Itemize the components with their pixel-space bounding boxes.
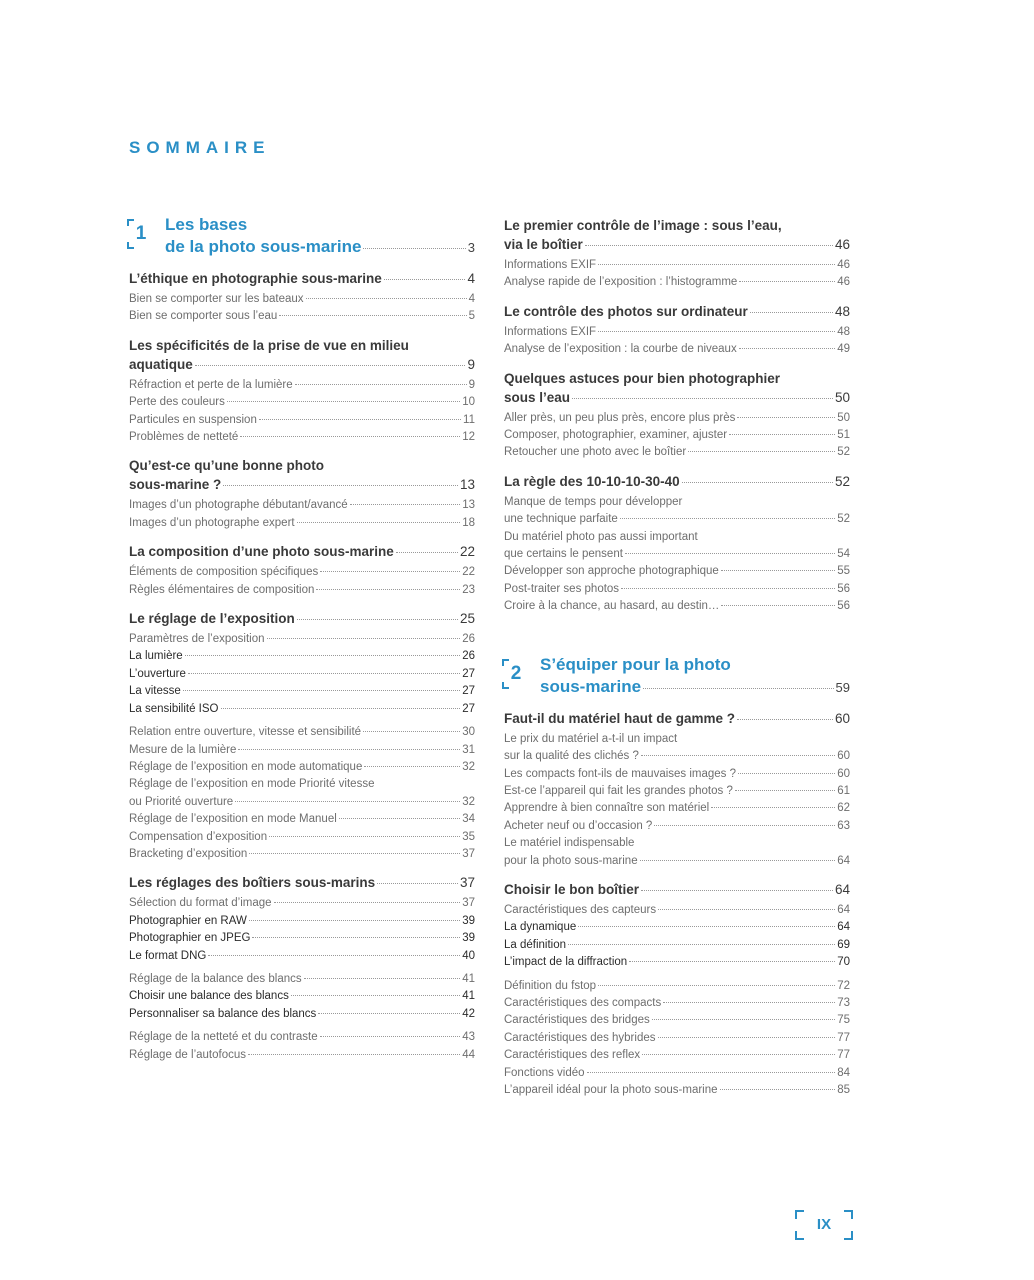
section-title[interactable]: Choisir le bon boîtier 64: [504, 881, 850, 897]
toc-subentry[interactable]: L’impact de la diffraction 70: [504, 956, 850, 969]
toc-entry-line: Manque de temps pour développer: [504, 495, 683, 508]
section-title-line: Qu’est-ce qu’une bonne photo: [129, 458, 324, 474]
toc-entry[interactable]: Composer, photographier, examiner, ajuster 51: [504, 429, 850, 442]
section-title[interactable]: Les réglages des boîtiers sous-marins 37: [129, 875, 475, 891]
toc-entry[interactable]: Caractéristiques des hybrides 77: [504, 1031, 850, 1044]
page-number: 59: [835, 679, 850, 695]
toc-entry[interactable]: Apprendre à bien connaître son matériel 62: [504, 802, 850, 815]
section-title[interactable]: via le boîtier 46: [504, 237, 850, 252]
toc-entry[interactable]: Réglage de l’exposition en mode Manuel 34: [129, 813, 475, 826]
dot-leader: [384, 279, 466, 280]
toc-subentry[interactable]: La dynamique 64: [504, 921, 850, 934]
corner-bracket-icon: [795, 1231, 804, 1240]
section-title-line: Le premier contrôle de l’image : sous l’eau,: [504, 218, 782, 233]
toc-entry[interactable]: Retoucher une photo avec le boîtier 52: [504, 446, 850, 459]
toc-entry[interactable]: Particules en suspension 11: [129, 413, 475, 426]
toc-entry[interactable]: Développer son approche photographique 55: [504, 565, 850, 578]
toc-entry-line: Réglage de l’exposition en mode Priorité vitesse: [129, 778, 375, 791]
toc-section: [504, 472, 850, 616]
dot-leader: [643, 688, 833, 689]
section-title[interactable]: L’éthique en photographie sous-marine 4: [129, 271, 475, 286]
toc-entry[interactable]: Sélection du format d’image 37: [129, 897, 475, 910]
toc-entry[interactable]: Caractéristiques des bridges 75: [504, 1014, 850, 1027]
toc-entry[interactable]: Analyse de l’exposition : la courbe de niveaux 49: [504, 343, 850, 356]
chapter-number: 1: [129, 222, 153, 246]
section-title[interactable]: aquatique 9: [129, 356, 475, 372]
toc-entry[interactable]: ou Priorité ouverture 32: [129, 795, 475, 808]
page-folio: [795, 1210, 853, 1240]
toc-entry[interactable]: Règles élémentaires de composition 23: [129, 583, 475, 596]
toc-entry[interactable]: Compensation d’exposition 35: [129, 830, 475, 843]
toc-entry[interactable]: sur la qualité des clichés ? 60: [504, 750, 850, 763]
corner-bracket-icon: [844, 1231, 853, 1240]
toc-entry[interactable]: Éléments de composition spécifiques 22: [129, 566, 475, 579]
toc-subentry[interactable]: Choisir une balance des blancs 41: [129, 990, 475, 1003]
page-title: SOMMAIRE: [129, 138, 271, 157]
toc-entry[interactable]: Bien se comporter sous l’eau 5: [129, 310, 475, 323]
toc-entry[interactable]: Réfraction et perte de la lumière 9: [129, 378, 475, 391]
section-title-line: Les spécificités de la prise de vue en milieu: [129, 337, 409, 353]
page-number: 4: [467, 271, 475, 286]
toc-section: [129, 269, 475, 326]
toc-subentry[interactable]: Personnaliser sa balance des blancs 42: [129, 1007, 475, 1020]
toc-entry[interactable]: Réglage de la netteté et du contraste 43: [129, 1031, 475, 1044]
toc-entry[interactable]: Informations EXIF 46: [504, 259, 850, 271]
corner-bracket-icon: [795, 1210, 804, 1219]
toc-subentry[interactable]: La vitesse 27: [129, 685, 475, 698]
chapter-title-line: S’équiper pour la photo: [540, 654, 731, 674]
toc-entry[interactable]: Paramètres de l’exposition 26: [129, 633, 475, 646]
toc-section: [129, 456, 475, 532]
toc-entry[interactable]: Réglage de la balance des blancs 41: [129, 972, 475, 985]
toc-entry[interactable]: L’appareil idéal pour la photo sous-marine 85: [504, 1084, 850, 1096]
page-number: 3: [467, 240, 475, 255]
toc-entry[interactable]: Caractéristiques des compacts 73: [504, 996, 850, 1009]
section-title[interactable]: Le réglage de l’exposition 25: [129, 611, 475, 627]
toc-entry[interactable]: Bracketing d’exposition 37: [129, 847, 475, 860]
toc-entry[interactable]: Informations EXIF 48: [504, 325, 850, 338]
toc-subentry[interactable]: Photographier en JPEG 39: [129, 932, 475, 945]
toc-subentry[interactable]: L’ouverture 27: [129, 667, 475, 680]
toc-entry[interactable]: Images d’un photographe expert 18: [129, 516, 475, 529]
toc-subentry[interactable]: Le format DNG 40: [129, 949, 475, 962]
toc-entry[interactable]: une technique parfaite 52: [504, 513, 850, 526]
toc-subentry[interactable]: La sensibilité ISO 27: [129, 702, 475, 715]
toc-entry[interactable]: Aller près, un peu plus près, encore plus près 50: [504, 411, 850, 424]
toc-section: [504, 880, 850, 1099]
toc-subentry[interactable]: La définition 69: [504, 938, 850, 951]
section-title[interactable]: La règle des 10-10-10-30-40 52: [504, 473, 850, 489]
toc-entry[interactable]: Réglage de l’autofocus 44: [129, 1048, 475, 1061]
toc-section: [129, 542, 475, 599]
toc-section: [504, 709, 850, 870]
section-title[interactable]: La composition d’une photo sous-marine 22: [129, 544, 475, 560]
toc-subentry[interactable]: Photographier en RAW 39: [129, 914, 475, 927]
toc-entry[interactable]: que certains le pensent 54: [504, 548, 850, 561]
toc-entry[interactable]: Caractéristiques des reflex 77: [504, 1049, 850, 1062]
toc-entry[interactable]: Définition du fstop 72: [504, 979, 850, 992]
chapter-title-line: sous-marine: [540, 676, 642, 696]
toc-entry[interactable]: Réglage de l’exposition en mode automatique 32: [129, 760, 475, 773]
chapter-heading[interactable]: [504, 654, 850, 699]
toc-entry[interactable]: Est-ce l’appareil qui fait les grandes photos ? 61: [504, 784, 850, 797]
toc-section: [129, 336, 475, 447]
toc-section: [129, 609, 475, 863]
toc-entry-line: Du matériel photo pas aussi important: [504, 530, 698, 543]
toc-column-left: [129, 214, 475, 1064]
toc-section: [504, 369, 850, 462]
toc-entry[interactable]: Problèmes de netteté 12: [129, 431, 475, 444]
section-title[interactable]: sous l’eau 50: [504, 389, 850, 405]
toc-section: [504, 302, 850, 359]
toc-entry[interactable]: pour la photo sous-marine 64: [504, 854, 850, 867]
toc-section: [504, 216, 850, 292]
dot-leader: [363, 248, 465, 249]
toc-entry[interactable]: Mesure de la lumière 31: [129, 743, 475, 756]
chapter-number: 2: [504, 662, 528, 686]
toc-entry-line: Le prix du matériel a-t-il un impact: [504, 732, 678, 745]
toc-entry-line: Le matériel indispensable: [504, 837, 635, 850]
toc-entry[interactable]: Relation entre ouverture, vitesse et sensibilité 30: [129, 726, 475, 739]
toc-section: [129, 873, 475, 1064]
section-title-line: Quelques astuces pour bien photographier: [504, 370, 781, 386]
toc-subentry[interactable]: La lumière 26: [129, 650, 475, 663]
toc-entry[interactable]: Bien se comporter sur les bateaux 4: [129, 293, 475, 305]
toc-entry[interactable]: Les compacts font-ils de mauvaises images ? 60: [504, 767, 850, 780]
section-title[interactable]: Faut-il du matériel haut de gamme ? 60: [504, 710, 850, 726]
toc-entry[interactable]: Images d’un photographe débutant/avancé 13: [129, 499, 475, 512]
chapter-title-line: Les bases: [165, 215, 248, 234]
chapter-heading[interactable]: [129, 214, 475, 259]
toc-entry[interactable]: Croire à la chance, au hasard, au destin… 56: [504, 600, 850, 613]
toc-entry[interactable]: Analyse rapide de l’exposition : l’histogramme 46: [504, 276, 850, 289]
section-title[interactable]: Le contrôle des photos sur ordinateur 48: [504, 303, 850, 319]
section-title[interactable]: sous-marine ? 13: [129, 477, 475, 493]
chapter-title-line: de la photo sous-marine: [165, 237, 362, 256]
corner-bracket-icon: [844, 1210, 853, 1219]
toc-entry[interactable]: Perte des couleurs 10: [129, 396, 475, 409]
toc-column-right: [504, 214, 850, 1099]
toc-entry[interactable]: Fonctions vidéo 84: [504, 1066, 850, 1079]
toc-entry[interactable]: Caractéristiques des capteurs 64: [504, 903, 850, 916]
toc-entry[interactable]: Acheter neuf ou d’occasion ? 63: [504, 819, 850, 832]
toc-entry[interactable]: Post-traiter ses photos 56: [504, 582, 850, 595]
folio-number: IX: [816, 1216, 832, 1233]
